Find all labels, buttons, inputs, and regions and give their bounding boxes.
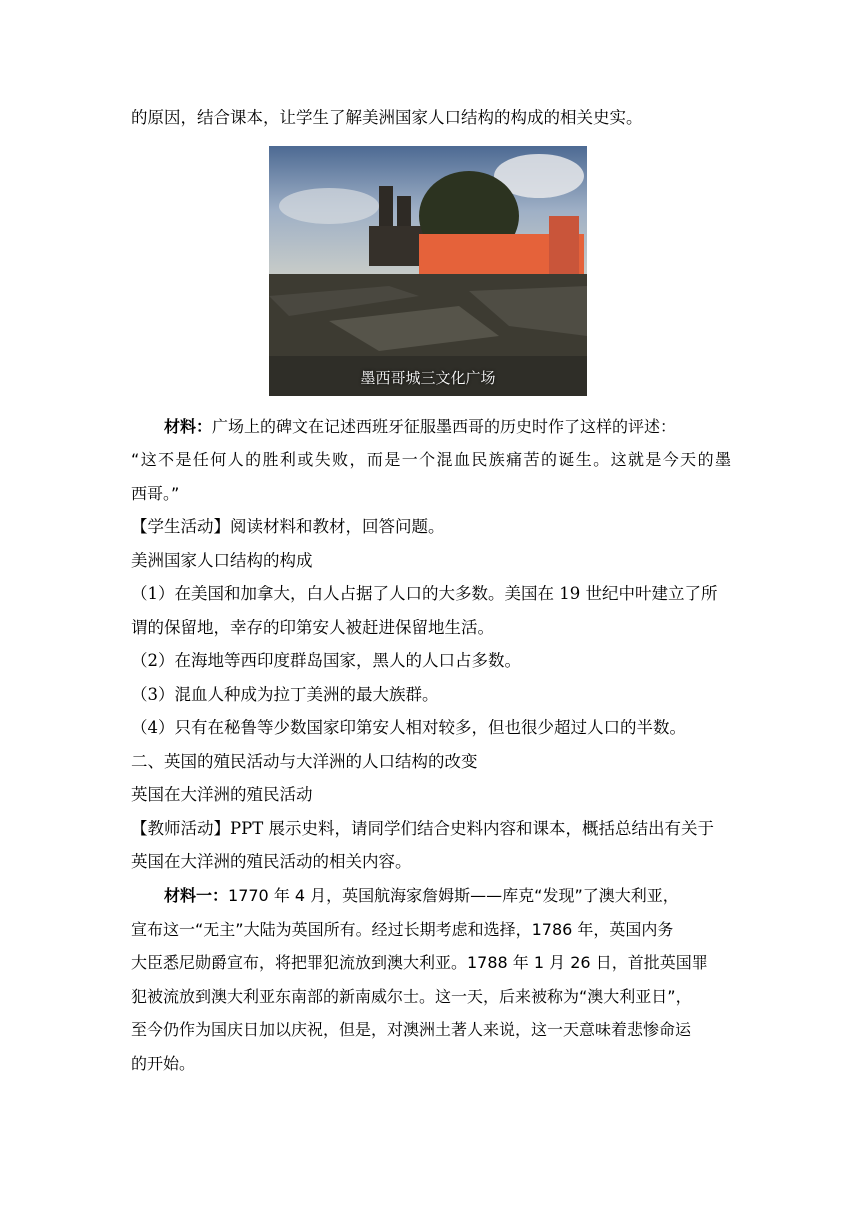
material-one-line-5: 至今仍作为国庆日加以庆祝，但是，对澳洲土著人来说，这一天意味着悲惨命运: [131, 1020, 692, 1039]
material-text: 广场上的碑文在记述西班牙征服墨西哥的历史时作了这样的评述：: [212, 417, 677, 436]
intro-line: 的原因，结合课本，让学生了解美洲国家人口结构的构成的相关史实。: [131, 108, 643, 127]
photo-caption: 墨西哥城三文化广场: [360, 369, 496, 387]
material-one-text: 1770 年 4 月，英国航海家詹姆斯——库克“发现”了澳大利亚，: [228, 886, 679, 905]
heading-oceania: 英国在大洋洲的殖民活动: [131, 785, 313, 804]
material-label: 材料：: [164, 417, 213, 436]
material-one-line-1: [164, 884, 731, 908]
material-one-line-4: 犯被流放到澳大利亚东南部的新南威尔士。这一天，后来被称为“澳大利亚日”，: [131, 987, 692, 1006]
point-4: （4）只有在秘鲁等少数国家印第安人相对较多，但也很少超过人口的半数。: [131, 718, 686, 737]
teacher-activity-line-2: 英国在大洋洲的殖民活动的相关内容。: [131, 852, 412, 871]
point-1-line-1: （1）在美国和加拿大，白人占据了人口的大多数。美国在 19 世纪中叶建立了所: [131, 584, 718, 603]
plaza-photo-graphic: [269, 146, 587, 396]
material-one-line-6: 的开始。: [131, 1054, 196, 1073]
point-1-line-2: 谓的保留地，幸存的印第安人被赶进保留地生活。: [131, 618, 494, 637]
material-one-line-3: 大臣悉尼勋爵宣布，将把罪犯流放到澳大利亚。1788 年 1 月 26 日，首批英国罪: [131, 953, 708, 972]
point-2: （2）在海地等西印度群岛国家，黑人的人口占多数。: [131, 651, 521, 670]
material-one-line-2: 宣布这一“无主”大陆为英国所有。经过长期考虑和选择，1786 年，英国内务: [131, 920, 674, 939]
point-3: （3）混血人种成为拉丁美洲的最大族群。: [131, 685, 439, 704]
student-activity: 【学生活动】阅读材料和教材，回答问题。: [131, 517, 445, 536]
material-line-1: [164, 415, 731, 439]
plaza-photo: [269, 146, 587, 396]
teacher-activity-line-1: 【教师活动】PPT 展示史料，请同学们结合史料内容和课本，概括总结出有关于: [131, 819, 714, 838]
material-one-label: 材料一：: [164, 886, 229, 905]
material-line-3: 西哥。”: [131, 484, 180, 503]
material-line-2: “这不是任何人的胜利或失败，而是一个混血民族痛苦的诞生。这就是今天的墨: [131, 450, 731, 469]
heading-americas: 美洲国家人口结构的构成: [131, 551, 313, 570]
section-2-heading: 二、英国的殖民活动与大洋洲的人口结构的改变: [131, 752, 478, 771]
